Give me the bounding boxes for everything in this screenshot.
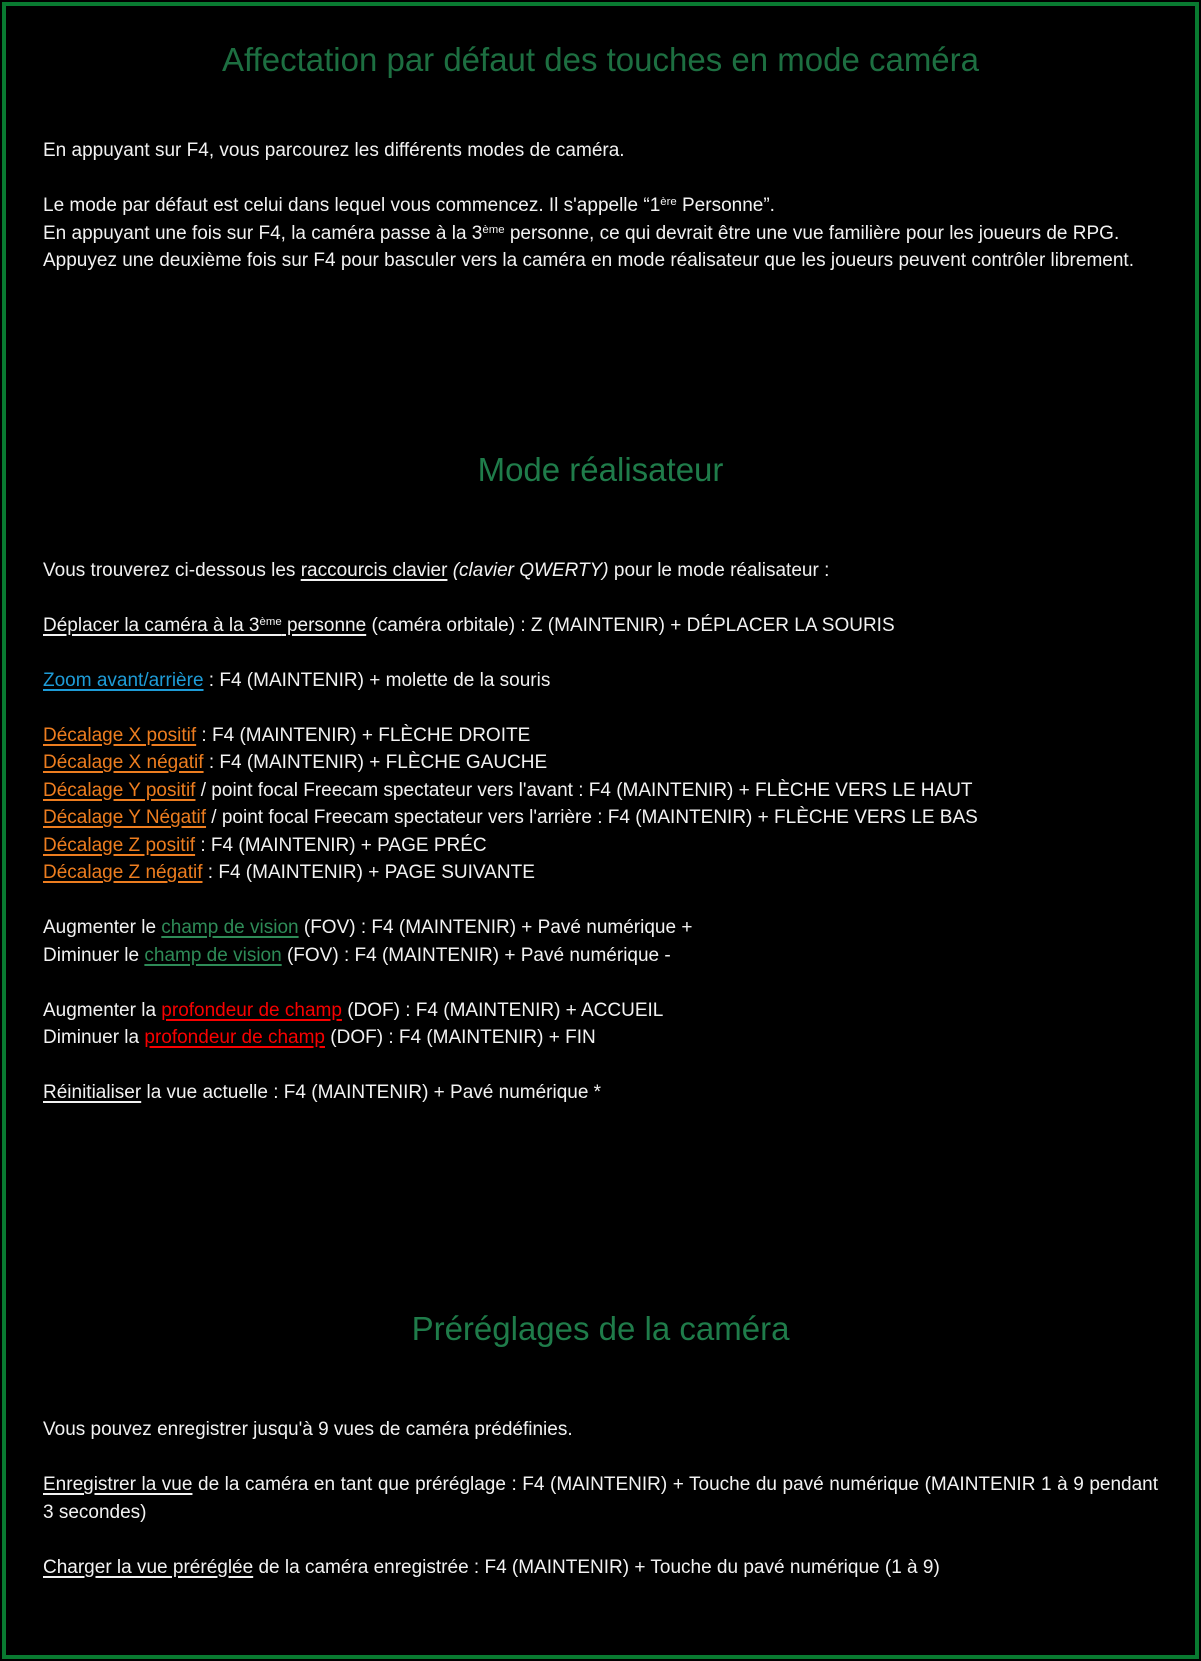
spacer xyxy=(43,584,1158,612)
spacer xyxy=(43,1162,1158,1190)
dof-decrease-link[interactable]: profondeur de champ xyxy=(144,1027,325,1048)
spacer xyxy=(43,165,1158,193)
decalage-z-positif-link[interactable]: Décalage Z positif xyxy=(43,834,196,856)
spacer xyxy=(43,502,1158,530)
spacer xyxy=(43,529,1158,557)
spacer xyxy=(43,1134,1158,1162)
text-run: la vue actuelle : F4 (MAINTENIR) + Pavé numérique * xyxy=(141,1082,602,1103)
text-run: : F4 (MAINTENIR) + FLÈCHE DROITE xyxy=(196,724,531,746)
text-run: : F4 (MAINTENIR) + molette de la souris xyxy=(203,669,551,691)
spacer xyxy=(43,1389,1158,1417)
text-run: (clavier QWERTY) xyxy=(452,559,609,581)
default-mode-line-3 xyxy=(43,247,1158,275)
spacer xyxy=(43,1189,1158,1217)
text-run: de la caméra enregistrée : F4 (MAINTENIR) + Touche du pavé numérique (1 à 9) xyxy=(253,1556,940,1578)
preset-load xyxy=(43,1554,1158,1582)
fov-increase-link[interactable]: champ de vision xyxy=(161,917,299,938)
spacer xyxy=(43,82,1158,110)
document-body xyxy=(6,6,1195,1655)
text-run: Augmenter le xyxy=(43,917,162,938)
text-run: personne xyxy=(281,614,367,636)
spacer xyxy=(43,275,1158,303)
text-run: Réinitialiser xyxy=(43,1082,142,1103)
shortcut-zoom xyxy=(43,667,1158,695)
dof-increase-link[interactable]: profondeur de champ xyxy=(161,999,342,1021)
spacer xyxy=(43,385,1158,413)
text-run: (DOF) : F4 (MAINTENIR) + FIN xyxy=(325,1027,596,1048)
spacer xyxy=(43,412,1158,440)
spacer xyxy=(43,302,1158,330)
text-run: Appuyez une deuxième fois sur F4 pour basculer vers la caméra en mode réalisateur que les joueurs peuvent contrôler librement. xyxy=(43,250,1134,271)
shortcut-reset-view xyxy=(43,1079,1158,1107)
text-run: Personne”. xyxy=(676,195,775,216)
text-run: En appuyant une fois sur F4, la caméra passe à la 3 xyxy=(43,222,483,244)
spacer xyxy=(43,1444,1158,1472)
text-run: pour le mode réalisateur : xyxy=(608,559,830,581)
decalage-y-positif-link[interactable]: Décalage Y positif xyxy=(43,779,196,801)
shortcuts-intro xyxy=(43,557,1158,585)
decalage-x-negatif-link[interactable]: Décalage X négatif xyxy=(43,752,204,773)
fov-decrease-link[interactable]: champ de vision xyxy=(144,944,282,966)
text-run: (DOF) : F4 (MAINTENIR) + ACCUEIL xyxy=(341,999,664,1021)
spacer xyxy=(43,1244,1158,1272)
spacer xyxy=(43,1361,1158,1389)
text-run: Diminuer la xyxy=(43,1027,145,1048)
text-run: Vous pouvez enregistrer jusqu'à 9 vues de caméra prédéfinies. xyxy=(43,1419,573,1440)
text-run: Enregistrer la vue xyxy=(43,1474,193,1495)
text-run: : F4 (MAINTENIR) + PAGE SUIVANTE xyxy=(202,862,535,883)
text-run: / point focal Freecam spectateur vers l'avant : F4 (MAINTENIR) + FLÈCHE VERS LE HAUT xyxy=(195,779,973,801)
decalage-y-negatif-link[interactable]: Décalage Y Négatif xyxy=(43,807,207,828)
text-run: ère xyxy=(660,196,677,209)
spacer xyxy=(43,1272,1158,1300)
text-run: (FOV) : F4 (MAINTENIR) + Pavé numérique - xyxy=(281,944,671,966)
intro-paragraph xyxy=(43,137,1158,165)
text-run: : F4 (MAINTENIR) + PAGE PRÉC xyxy=(195,834,487,856)
spacer xyxy=(43,110,1158,138)
spacer xyxy=(43,1107,1158,1135)
text-run: Vous trouverez ci-dessous les xyxy=(43,559,301,581)
page-title: Affectation par défaut des touches en mode caméra xyxy=(221,41,980,78)
text-run: (FOV) : F4 (MAINTENIR) + Pavé numérique + xyxy=(298,917,693,938)
spacer xyxy=(43,969,1158,997)
text-run: : F4 (MAINTENIR) + FLÈCHE GAUCHE xyxy=(203,752,548,773)
spacer xyxy=(43,1052,1158,1080)
shortcut-dof-increase xyxy=(43,997,1158,1025)
text-run: Le mode par défaut est celui dans lequel vous commencez. Il s'appelle “1 xyxy=(43,195,661,216)
default-mode-line-1 xyxy=(43,192,1158,220)
spacer xyxy=(43,887,1158,915)
shortcut-offset-z-pos xyxy=(43,832,1158,860)
text-run: ème xyxy=(482,223,505,236)
spacer xyxy=(43,357,1158,385)
text-run xyxy=(43,615,366,636)
shortcut-dof-decrease xyxy=(43,1024,1158,1052)
text-run: (caméra orbitale) : Z (MAINTENIR) + DÉPLACER LA SOURIS xyxy=(366,614,895,636)
text-run: Charger la vue préréglée xyxy=(43,1556,254,1578)
text-run: Augmenter la xyxy=(43,999,162,1021)
shortcut-fov-increase xyxy=(43,914,1158,942)
spacer xyxy=(43,694,1158,722)
shortcut-offset-y-pos xyxy=(43,777,1158,805)
decalage-x-positif-link[interactable]: Décalage X positif xyxy=(43,724,197,746)
decalage-z-negatif-link[interactable]: Décalage Z négatif xyxy=(43,862,203,883)
default-mode-line-2 xyxy=(43,220,1158,248)
presets-intro xyxy=(43,1416,1158,1444)
spacer xyxy=(43,1526,1158,1554)
spacer xyxy=(43,1217,1158,1245)
shortcut-offset-z-neg xyxy=(43,859,1158,887)
shortcut-fov-decrease xyxy=(43,942,1158,970)
preset-save xyxy=(43,1471,1158,1526)
spacer xyxy=(43,639,1158,667)
text-run: Déplacer la caméra à la 3 xyxy=(43,614,260,636)
text-run: En appuyant sur F4, vous parcourez les différents modes de caméra. xyxy=(43,140,625,161)
text-run: de la caméra en tant que préréglage : F4 (MAINTENIR) + Touche du pavé numérique (MAINTENIR 1 à 9 pendant 3 secondes) xyxy=(43,1474,1159,1523)
text-run: Diminuer le xyxy=(43,944,145,966)
text-run: / point focal Freecam spectateur vers l'arrière : F4 (MAINTENIR) + FLÈCHE VERS LE BAS xyxy=(206,807,978,828)
text-run: raccourcis clavier xyxy=(300,559,448,581)
section-heading-mode-realisateur: Mode réalisateur xyxy=(477,450,724,488)
shortcut-offset-x-pos xyxy=(43,722,1158,750)
text-run: ème xyxy=(259,615,282,628)
text-run: personne, ce qui devrait être une vue familière pour les joueurs de RPG. xyxy=(504,222,1120,244)
shortcut-offset-x-neg xyxy=(43,749,1158,777)
spacer xyxy=(43,330,1158,358)
section-heading-prereglages: Préréglages de la caméra xyxy=(411,1310,790,1347)
zoom-link[interactable]: Zoom avant/arrière xyxy=(43,669,204,691)
shortcut-move-camera xyxy=(43,612,1158,640)
shortcut-offset-y-neg xyxy=(43,804,1158,832)
